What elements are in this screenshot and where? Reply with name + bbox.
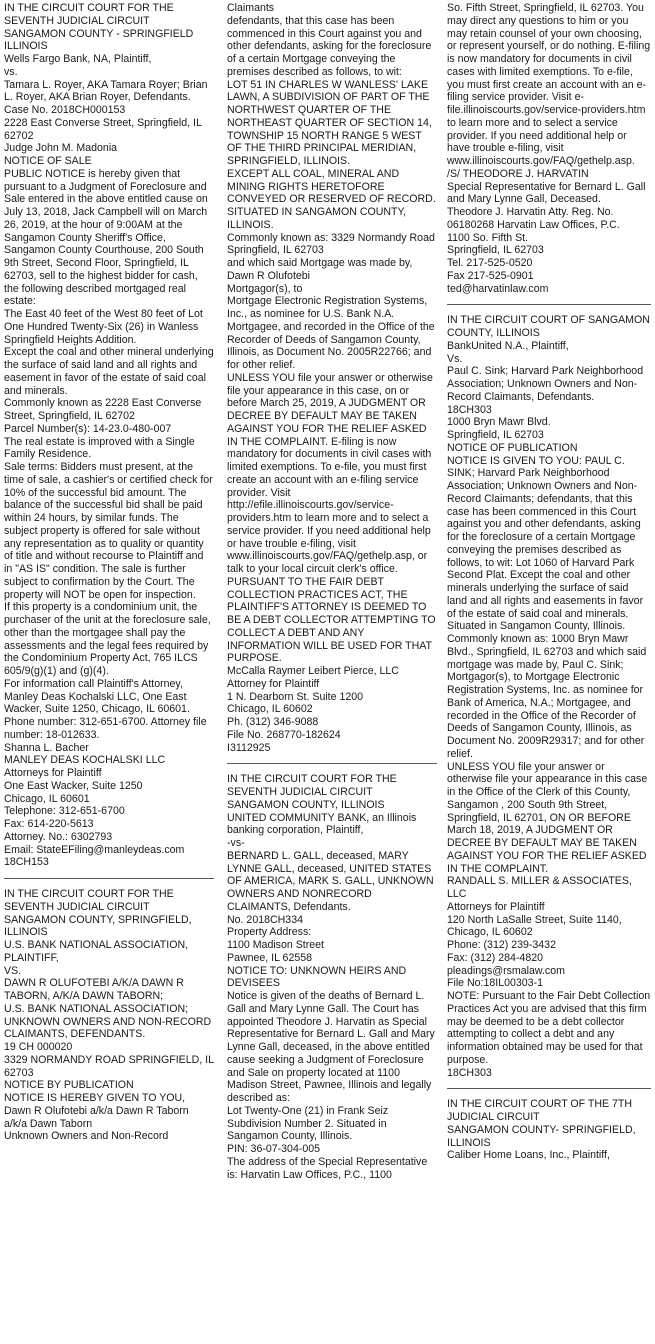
notice-text: IN THE CIRCUIT COURT FOR THE SEVENTH JUDICIAL CIRCUIT SANGAMON COUNTY, ILLINOIS UNITED COMMUNITY BANK, an Illinois banking corporation, Plaintiff, -vs- BERNARD L. GALL, deceased, MARY LYNNE GALL, deceased, UNITED STATES OF AMERICA, MARK S. GALL, UNKNOWN OWNERS AND NONRECORD CLAIMANTS, Defendants. No. 2018CH334 Property Address: 1100 Madison Street Pawnee, IL 62558 NOTICE TO: UNKNOWN HEIRS AND DEVISEES Notice is given of the deaths of Bernard L. Gall and Mary Lynne Gall. The Court has appointed Theodore J. Harvatin as Special Representative for Bernard L. Gall and Mary Lynne Gall, deceased, in the above entitled cause seeking a Judgment of Foreclosure and Sale on property located at 1100 Madison Street, Pawnee, Illinois and legally described as: Lot Twenty-One (21) in Frank Seiz Subdivision Number 2. Situated in Sangamon County, Illinois. PIN: 36-07-304-005 The address of the Special Representative is: Harvatin Law Offices, P.C., 1100 [227, 773, 435, 1181]
notice-wells-fargo-sale [4, 2, 214, 869]
notice-us-bank-publication-continued [227, 2, 437, 754]
notice-text: Claimants defendants, that this case has been commenced in this Court against you and other defendants, asking for the foreclosure of a certain Mortgage conveying the premises described as follows, to wit: LOT 51 IN CHARLES W WANLESS' LAKE LAWN, A SUBDIVISION OF PART OF THE NORTHWEST QUARTER OF THE NORTHEAST QUARTER OF SECTION 14, TOWNSHIP 15 NORTH RANGE 5 WEST OF THE THIRD PRINCIPAL MERIDIAN, SPRINGFIELD, ILLINOIS. EXCEPT ALL COAL, MINERAL AND MINING RIGHTS HERETOFORE CONVEYED OR RESERVED OF RECORD. SITUATED IN SANGAMON COUNTY, ILLINOIS. Commonly known as: 3329 Normandy Road Springfield, IL 62703 and which said Mortgage was made by, Dawn R Olufotebi Mortgagor(s), to Mortgage Electronic Registration Systems, Inc., as nominee for U.S. Bank N.A. Mortgagee, and recorded in the Office of the Recorder of Deeds of Sangamon County, Illinois, as Document No. 2005R22766; and for other relief. UNLESS YOU file your answer or otherwise file your appearance in this case, on or before March 25, 2019, A JUDGMENT OR DECREE BY DEFAULT MAY BE TAKEN AGAINST YOU FOR THE RELIEF ASKED IN THE COMPLAINT. E-filing is now mandatory for documents in civil cases with limited exemptions. To e-file, you must first create an account with an e-filing service provider. Visit http://efile.illinoiscourts.gov/service-providers.htm to learn more and to select a service provider. If you need additional help or have trouble e-filing, visit www.illinoiscourts.gov/FAQ/gethelp.asp, or talk to your local circuit clerk's office. PURSUANT TO THE FAIR DEBT COLLECTION PRACTICES ACT, THE PLAINTIFF'S ATTORNEY IS DEEMED TO BE A DEBT COLLECTOR ATTEMPTING TO COLLECT A DEBT AND ANY INFORMATION WILL BE USED FOR THAT PURPOSE. McCalla Raymer Leibert Pierce, LLC Attorney for Plaintiff 1 N. Dearborn St. Suite 1200 Chicago, IL 60602 Ph. (312) 346-9088 File No. 268770-182624 I3112925 [227, 2, 436, 754]
notice-bankunited-publication [447, 314, 651, 1079]
notice-divider [447, 304, 651, 305]
column-3 [447, 2, 651, 1162]
notice-us-bank-publication [4, 888, 214, 1143]
column-1 [4, 2, 214, 1143]
notice-text: IN THE CIRCUIT COURT FOR THE SEVENTH JUDICIAL CIRCUIT SANGAMON COUNTY - SPRINGFIELD ILLINOIS Wells Fargo Bank, NA, Plaintiff, vs. Tamara L. Royer, AKA Tamara Royer; Brian L. Royer, AKA Brian Royer, Defendants. Case No. 2018CH000153 2228 East Converse Street, Springfield, IL 62702 Judge John M. Madonia NOTICE OF SALE PUBLIC NOTICE is hereby given that pursuant to a Judgment of Foreclosure and Sale entered in the above entitled cause on July 13, 2018, Jack Campbell will on March 26, 2019, at the hour of 9:00AM at the Sangamon County Sheriff's Office, Sangamon County Courthouse, 200 South 9th Street, Second Floor, Springfield, IL 62703, sell to the highest bidder for cash, the following described mortgaged real estate: The East 40 feet of the West 80 feet of Lot One Hundred Twenty-Six (26) in Wanless Springfield Heights Addition. Except the coal and other mineral underlying the surface of said land and all rights and easement in favor of the estate of said coal and minerals. Commonly known as 2228 East Converse Street, Springfield, IL 62702 Parcel Number(s): 14-23.0-480-007 The real estate is improved with a Single Family Residence. Sale terms: Bidders must present, at the time of sale, a cashier's or certified check for 10% of the successful bid amount. The balance of the successful bid shall be paid within 24 hours, by similar funds. The subject property is offered for sale without any representation as to quality or quantity of title and without recourse to Plaintiff and in "AS IS" condition. The sale is further subject to confirmation by the Court. The property will NOT be open for inspection. If this property is a condominium unit, the purchaser of the unit at the foreclosure sale, other than the mortgagee shall pay the assessments and the legal fees required by the Condominium Property Act, 765 ILCS 605/9(g)(1) and (g)(4). For information call Plaintiff's Attorney, Manley Deas Kochalski LLC, One East Wacker, Suite 1250, Chicago, IL 60601. Phone number: 312-651-6700. Attorney file number: 18-012633. Shanna L. Bacher MANLEY DEAS KOCHALSKI LLC Attorneys for Plaintiff One East Wacker, Suite 1250 Chicago, IL 60601 Telephone: 312-651-6700 Fax: 614-220-5613 Attorney. No.: 6302793 Email: StateEFiling@manleydeas.com 18CH153 [4, 2, 214, 869]
notice-text: IN THE CIRCUIT COURT OF THE 7TH JUDICIAL CIRCUIT SANGAMON COUNTY- SPRINGFIELD, ILLINOIS Caliber Home Loans, Inc., Plaintiff, [447, 1098, 636, 1162]
column-2 [227, 2, 437, 1181]
notice-divider [447, 1088, 651, 1089]
notice-divider [227, 763, 437, 764]
notice-text: IN THE CIRCUIT COURT FOR THE SEVENTH JUDICIAL CIRCUIT SANGAMON COUNTY, SPRINGFIELD, ILLINOIS U.S. BANK NATIONAL ASSOCIATION, PLAINTIFF, VS. DAWN R OLUFOTEBI A/K/A DAWN R TABORN, A/K/A DAWN TABORN; U.S. BANK NATIONAL ASSOCIATION; UNKNOWN OWNERS AND NON-RECORD CLAIMANTS, DEFENDANTS. 19 CH 000020 3329 NORMANDY ROAD SPRINGFIELD, IL 62703 NOTICE BY PUBLICATION NOTICE IS HEREBY GIVEN TO YOU, Dawn R Olufotebi a/k/a Dawn R Taborn a/k/a Dawn Taborn Unknown Owners and Non-Record [4, 888, 214, 1143]
notice-gall-heirs-continued [447, 2, 651, 295]
notice-caliber-home-loans [447, 1098, 651, 1162]
notice-text: So. Fifth Street, Springfield, IL 62703. You may direct any questions to him or you may retain counsel of your own choosing, or represent yourself, or do nothing. E-filing is now mandatory for documents in civil cases with limited exemptions. To e-file, you must first create an account with an e-filing service provider. Visit e-file.illinoiscourts.gov/service-providers.htm to learn more and to select a service provider. If you need additional help or have trouble e-filing, visit www.illinoiscourts.gov/FAQ/gethelp.asp. /S/ THEODORE J. HARVATIN Special Representative for Bernard L. Gall and Mary Lynne Gall, Deceased. Theodore J. Harvatin Atty. Reg. No. 06180268 Harvatin Law Offices, P.C. 1100 So. Fifth St. Springfield, IL 62703 Tel. 217-525-0520 Fax 217-525-0901 ted@harvatinlaw.com [447, 2, 651, 295]
notice-text: IN THE CIRCUIT COURT OF SANGAMON COUNTY, ILLINOIS BankUnited N.A., Plaintiff, Vs. Paul C. Sink; Harvard Park Neighborhood Association; Unknown Owners and Non-Record Claimants, Defendants. 18CH303 1000 Bryn Mawr Blvd. Springfield, IL 62703 NOTICE OF PUBLICATION NOTICE IS GIVEN TO YOU: PAUL C. SINK; Harvard Park Neighborhood Association; Unknown Owners and Non-Record Claimants; defendants, that this case has been commenced in this Court against you and other defendants, asking for the foreclosure of a certain Mortgage conveying the premises described as follows, to wit: Lot 1060 of Harvard Park Second Plat. Except the coal and other minerals underlying the surface of said land and all rights and easements in favor of the estate of said coal and minerals. Situated in Sangamon County, Illinois. Commonly known as: 1000 Bryn Mawr Blvd., Springfield, IL 62703 and which said mortgage was made by, Paul C. Sink; Mortgagor(s), to Mortgage Electronic Registration Systems, Inc. as nominee for Bank of America, N.A.; Mortgagee, and recorded in the Office of the Recorder of Deeds of Sangamon County, Illinois, as Document No. 2009R29317; and for other relief. UNLESS YOU file your answer or otherwise file your appearance in this case in the Office of the Clerk of this County, Sangamon , 200 South 9th Street, Springfield, IL 62701, ON OR BEFORE March 18, 2019, A JUDGMENT OR DECREE BY DEFAULT MAY BE TAKEN AGAINST YOU FOR THE RELIEF ASKED IN THE COMPLAINT. RANDALL S. MILLER & ASSOCIATES, LLC Attorneys for Plaintiff 120 North LaSalle Street, Suite 1140, Chicago, IL 60602 Phone: (312) 239-3432 Fax: (312) 284-4820 pleadings@rsmalaw.com File No:18IL00303-1 NOTE: Pursuant to the Fair Debt Collection Practices Act you are advised that this firm may be deemed to be a debt collector attempting to collect a debt and any information obtained may be used for that purpose. 18CH303 [447, 314, 651, 1079]
notice-divider [4, 878, 214, 879]
notice-gall-heirs [227, 773, 437, 1181]
